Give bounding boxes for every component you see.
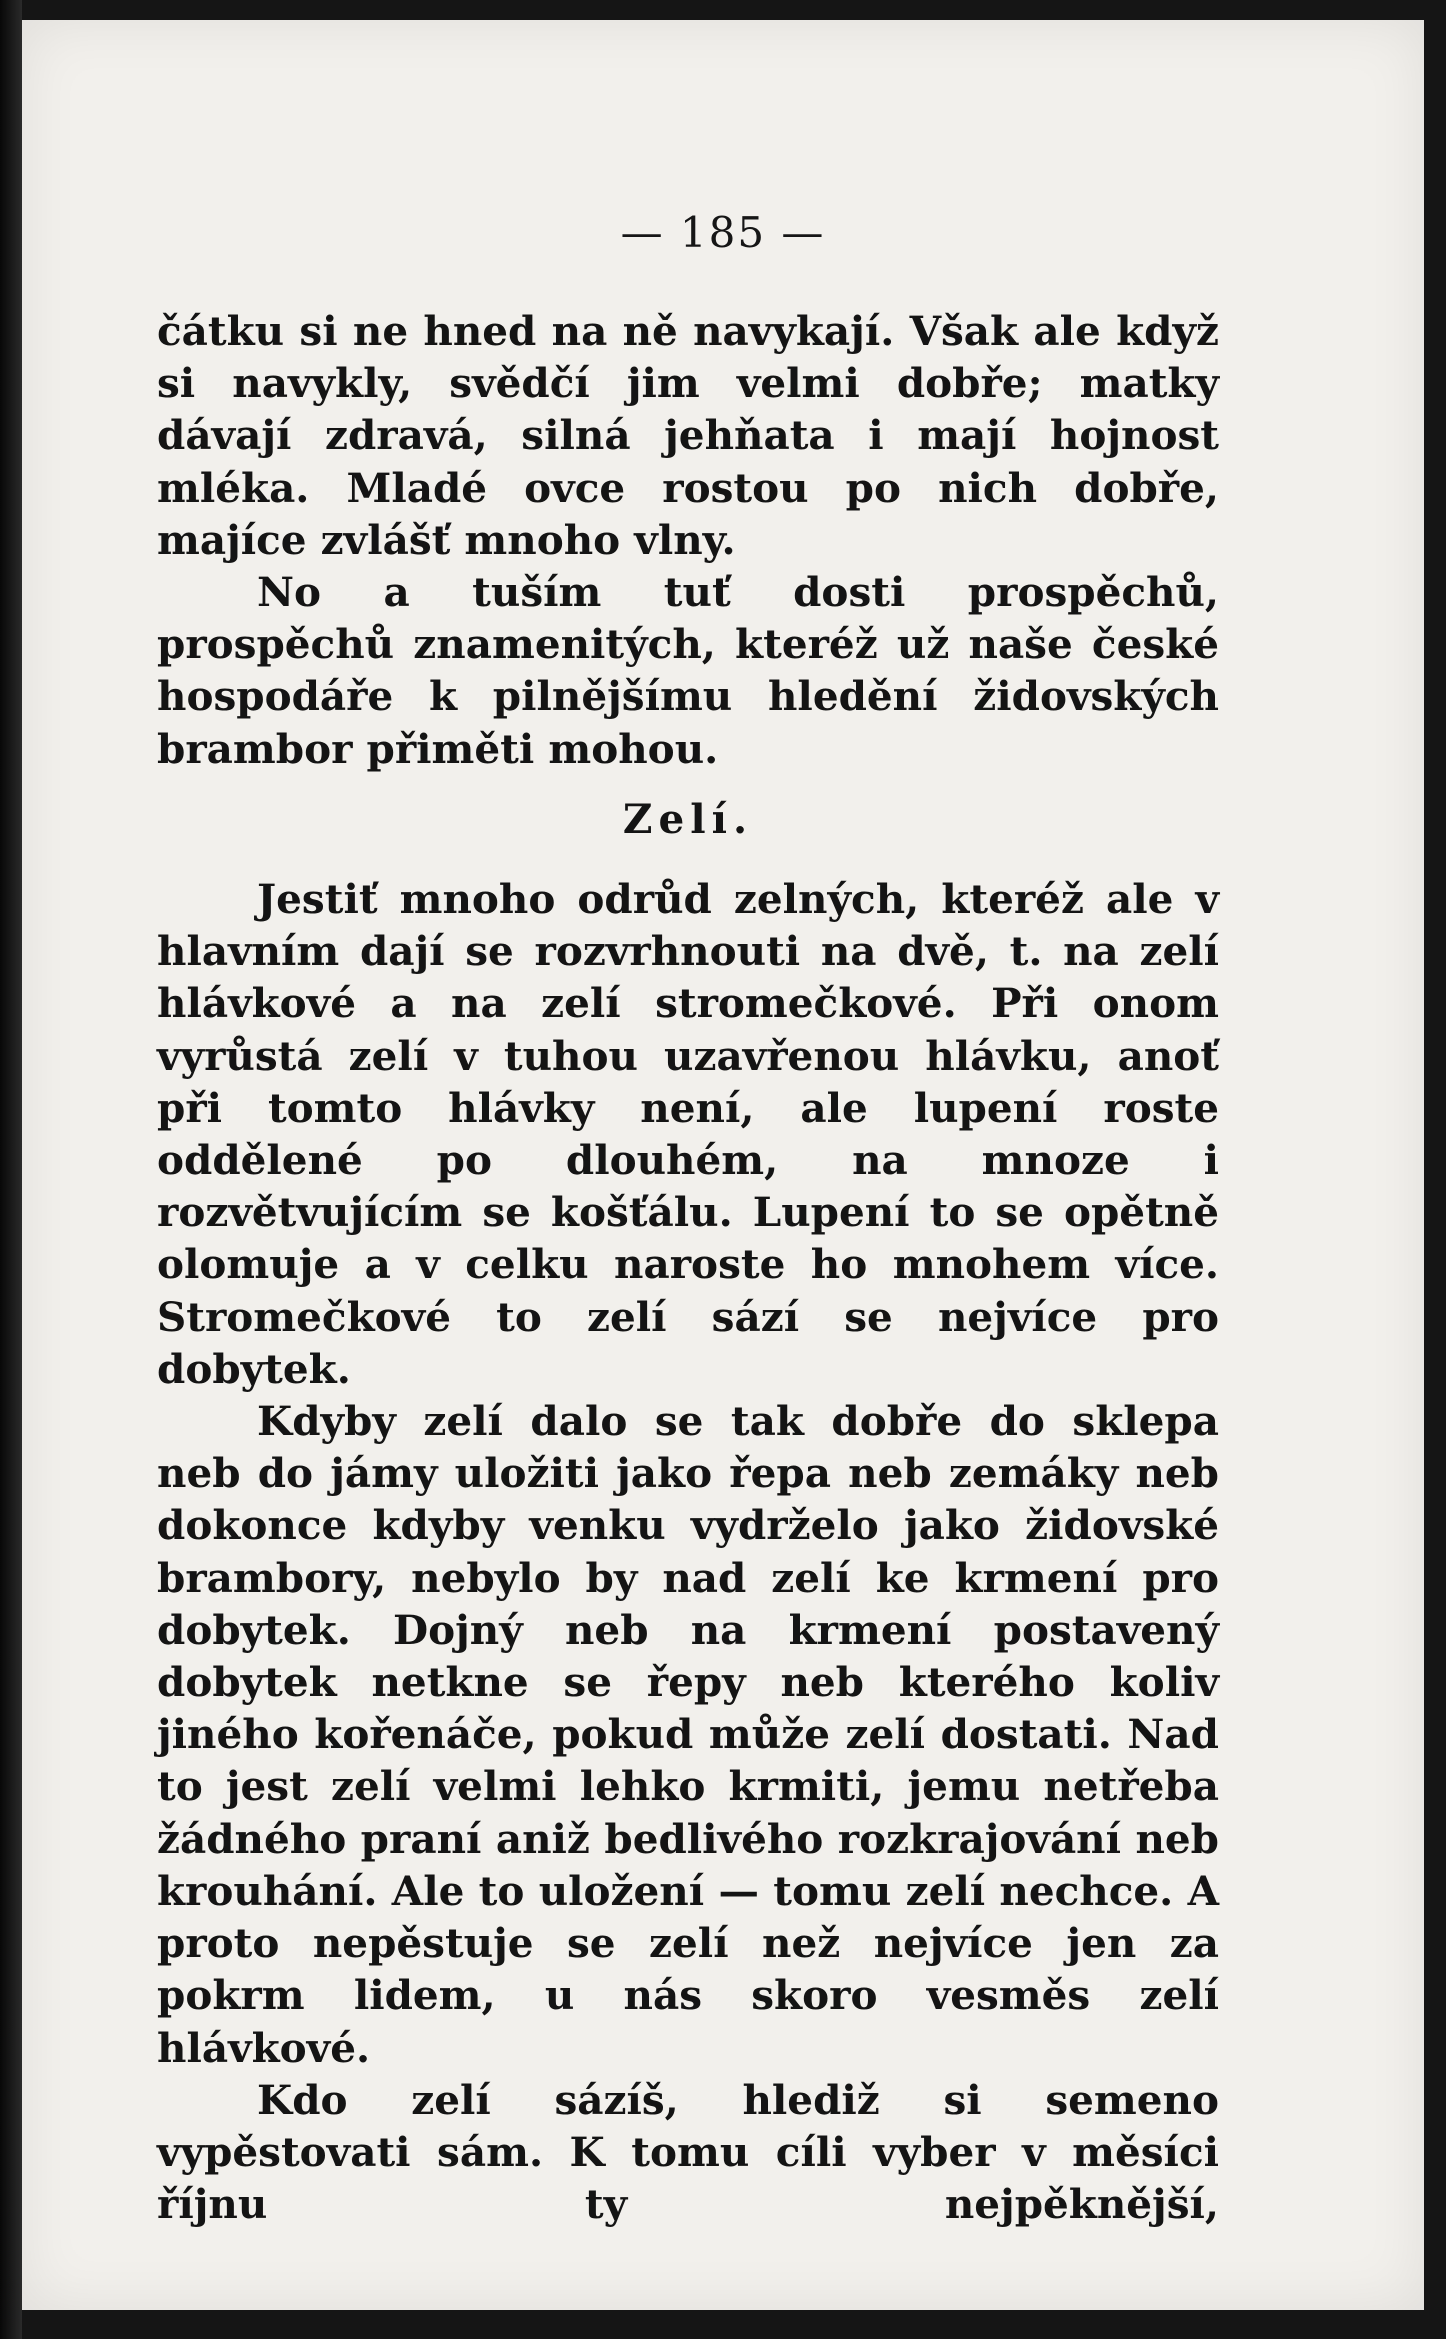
section-heading: Zelí.: [622, 794, 754, 843]
paragraph-continuation: čátku si ne hned na ně navykají. Však ale když si navykly, svědčí jim velmi dobře; matky dávají zdravá, silná jehňata i mají hojnost mléka. Mladé ovce rostou po nich dobře, majíce zvlášť mnoho vlny.: [157, 307, 1219, 564]
paragraph-prospects: No a tuším tuť dosti prospěchů, prospěchů znamenitých, kteréž už naše české hospodáře k pilnějšímu hledění židovských brambor přiměti mohou.: [157, 568, 1219, 773]
page-number: — 185 —: [620, 208, 826, 257]
book-gutter-edge: [0, 0, 22, 2339]
book-page: [22, 20, 1424, 2310]
paragraph-seed: Kdo zelí sázíš, hlediž si semeno vypěstovati sám. K tomu cíli vyber v měsíci říjnu ty nejpěknější,: [157, 2075, 1219, 2229]
paragraph-varieties: Jestiť mnoho odrůd zelných, kteréž ale v hlavním dají se rozvrhnouti na dvě, t. na zelí hlávkové a na zelí stromečkové. Při onom vyrůstá zelí v tuhou uzavřenou hlávku, anoť při tomto hlávky není, ale lupení roste oddělené po dlouhém, na mnoze i rozvětvujícím se košťálu. Lupení to se opětně olomuje a v celku naroste ho mnohem více. Stromečkové to zelí sází se nejvíce pro dobytek.: [157, 875, 1219, 1393]
spacer: [157, 775, 1219, 789]
page-body: [157, 305, 1219, 2230]
paragraph-storage: Kdyby zelí dalo se tak dobře do sklepa neb do jámy uložiti jako řepa neb zemáky neb dokonce kdyby venku vydrželo jako židovské brambory, nebylo by nad zelí ke krmení pro dobytek. Dojný neb na krmení postavený dobytek netkne se řepy neb kterého koliv jiného kořenáče, pokud může zelí dostati. Nad to jest zelí velmi lehko krmiti, jemu netřeba žádného praní aniž bedlivého rozkrajování neb krouhání. Ale to uložení — tomu zelí nechce. A proto nepěstuje se zelí než nejvíce jen za pokrm lidem, u nás skoro vesměs zelí hlávkové.: [157, 1397, 1219, 2072]
spacer: [157, 849, 1219, 873]
